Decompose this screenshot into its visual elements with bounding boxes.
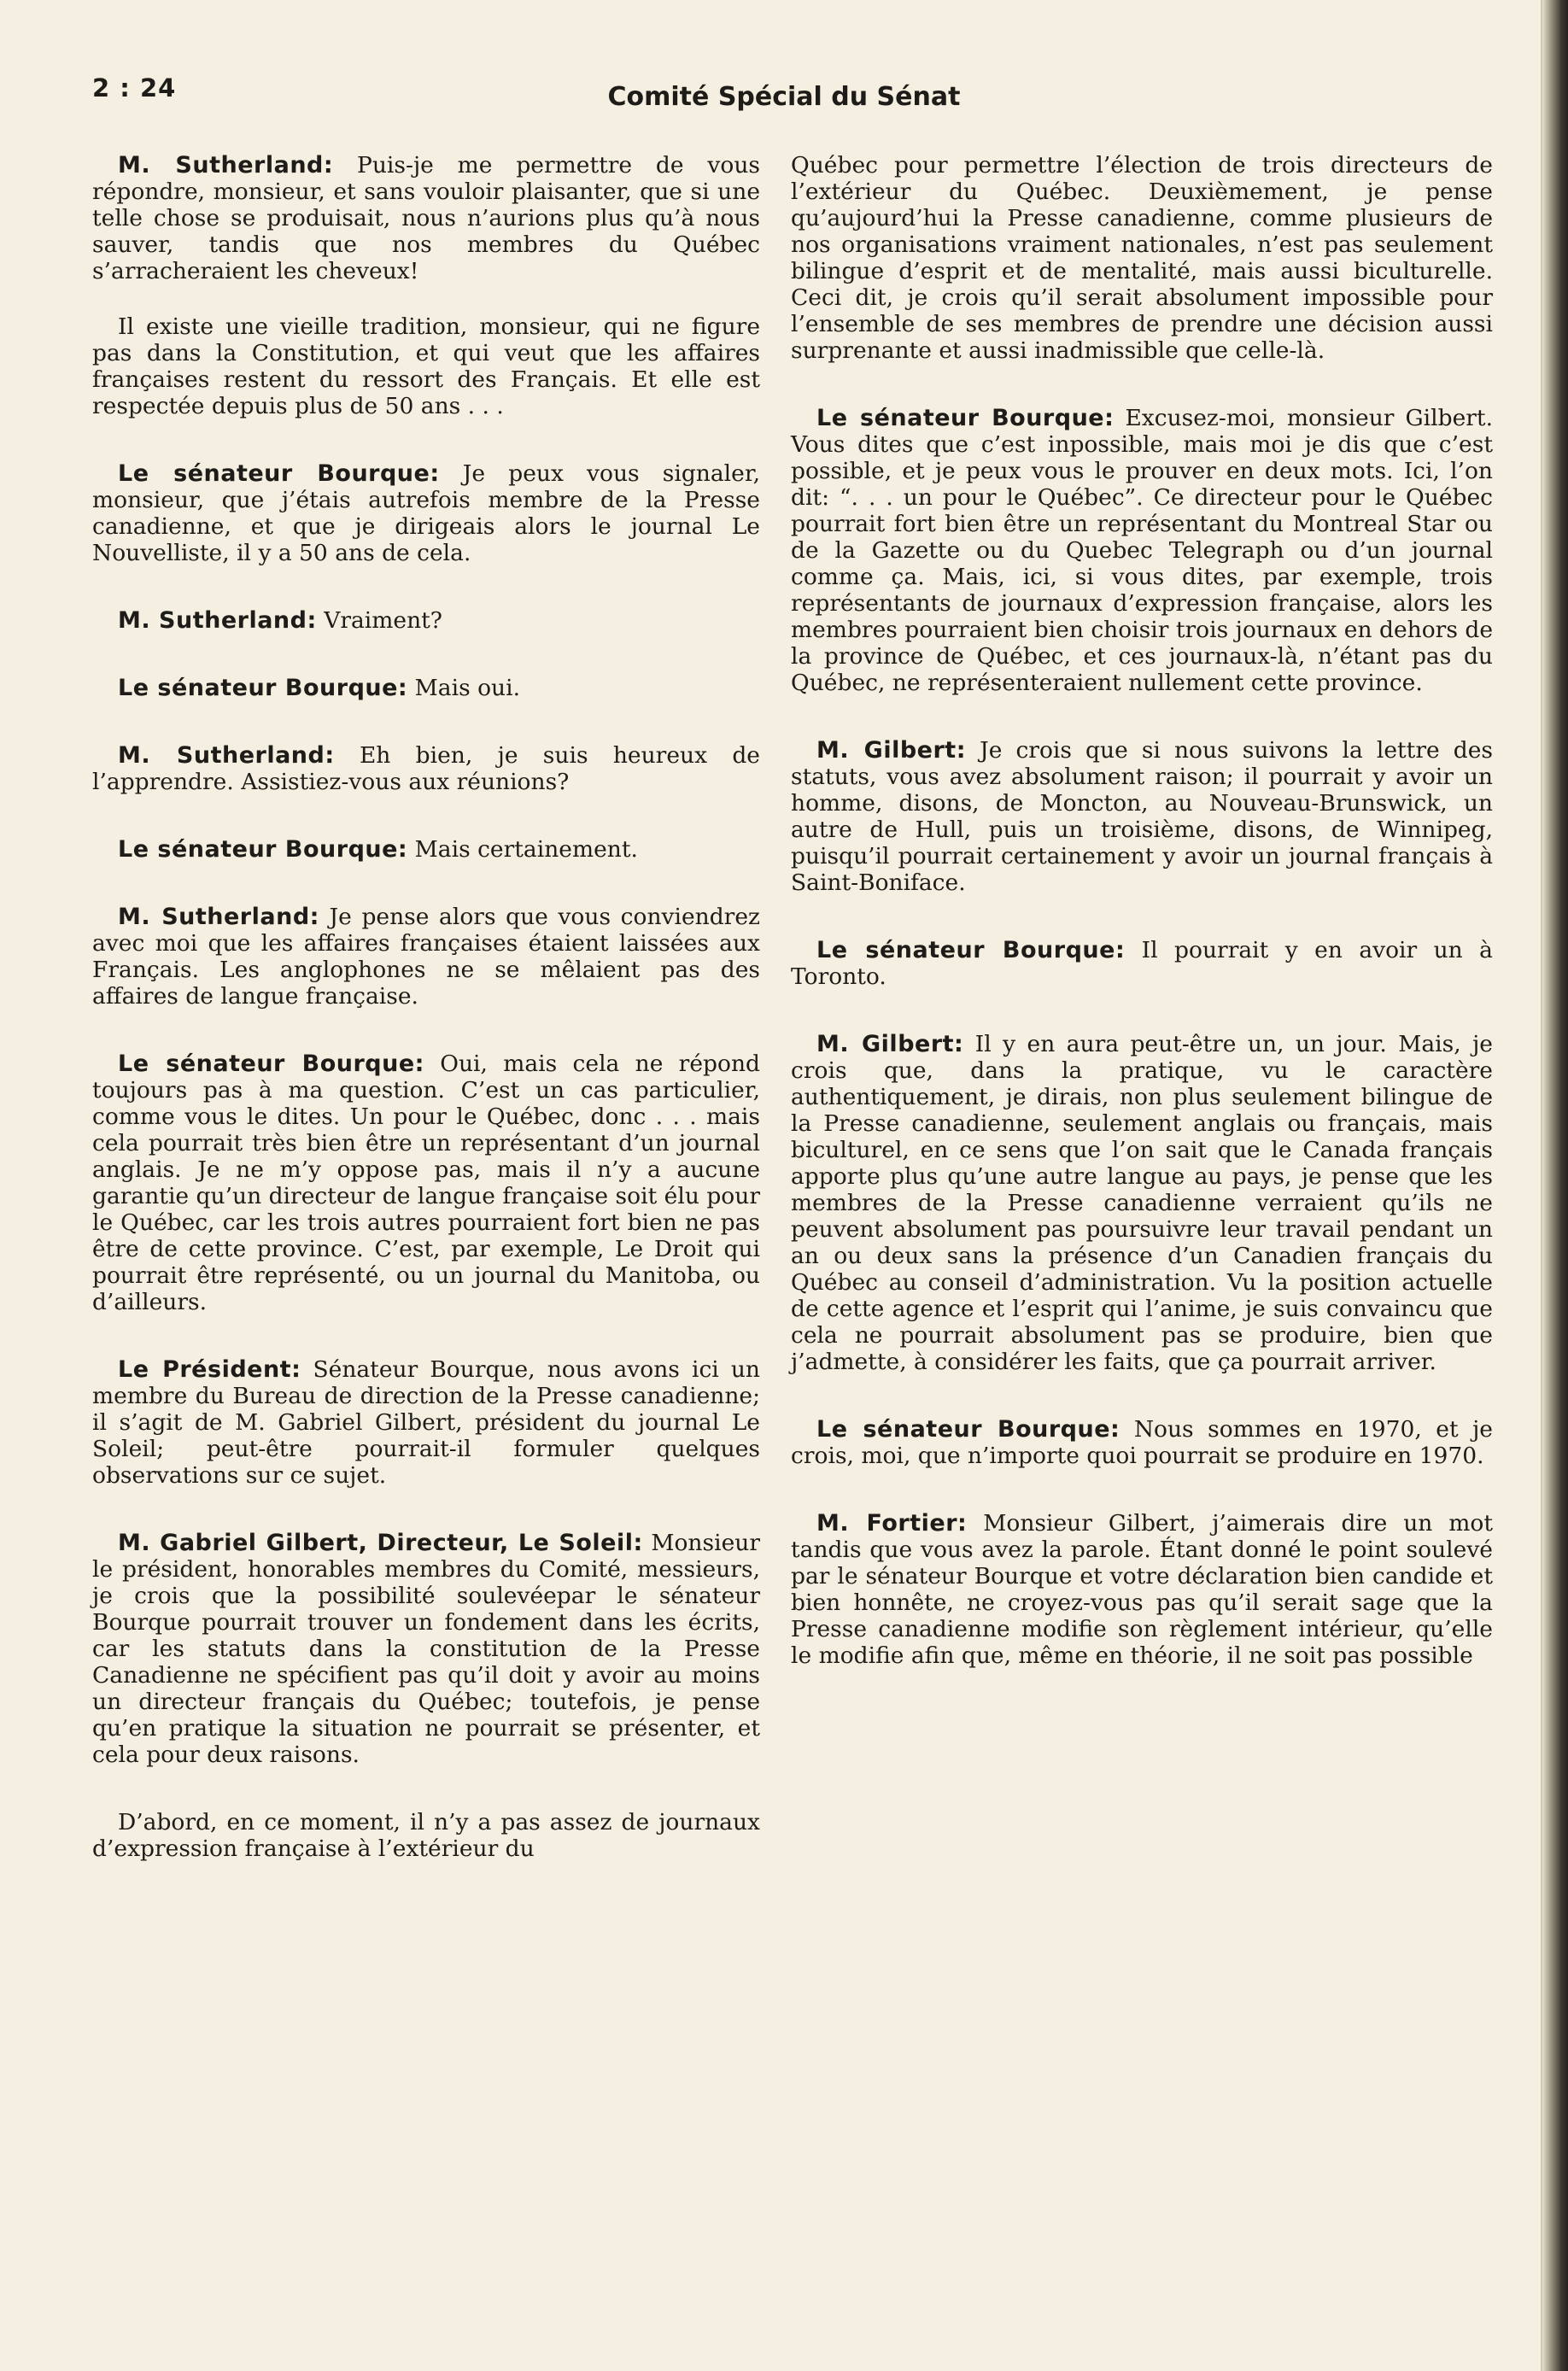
paragraph-text: D’abord, en ce moment, il n’y a pas assez de journaux d’expression française à l’extérieur du — [92, 1809, 760, 1862]
paragraph — [791, 1031, 1493, 1375]
paragraph — [791, 1510, 1493, 1669]
speaker-label: Le sénateur Bourque: — [118, 836, 408, 863]
speaker-label: M. Sutherland: — [118, 607, 317, 634]
paragraph-text: Je peux vous signaler, monsieur, que j’étais autrefois membre de la Presse canadienne, et que je dirigeais alors le journal Le Nouvelliste, il y a 50 ans de cela. — [92, 460, 760, 566]
paragraph-text: Mais oui. — [407, 675, 521, 701]
speaker-label: Le sénateur Bourque: — [118, 1051, 424, 1077]
paragraph-text: Oui, mais cela ne répond toujours pas à ma question. C’est un cas particulier, comme vous le dites. Un pour le Québec, donc . . . mais cela pourrait très bien être un représentant d’un journal anglais. Je ne m’y oppose pas, mais il n’y a aucune garantie qu’un directeur de langue française soit élu pour le Québec, car les trois autres pourraient fort bien ne pas être de cette province. C’est, par exemple, Le Droit qui pourrait être représenté, ou un journal du Manitoba, ou d’ailleurs. — [92, 1051, 760, 1315]
paragraph-text: Excusez-moi, monsieur Gilbert. Vous dites que c’est inpossible, mais moi je dis que c’est possible, et je peux vous le prouver en deux mots. Ici, l’on dit: “. . . un pour le Québec”. Ce directeur pour le Québec pourrait fort bien être un représentant du Montreal Star ou de la Gazette ou du Quebec Telegraph ou d’un journal comme ça. Mais, ici, si vous dites, par exemple, trois représentants de journaux d’expression française, alors les membres pourraient bien choisir trois journaux en dehors de la province de Québec, et ces journaux-là, n’étant pas du Québec, ne représenteraient nullement cette province. — [791, 405, 1493, 696]
speaker-label: M. Gilbert: — [816, 1031, 964, 1057]
paragraph-text: Nous sommes en 1970, et je crois, moi, que n’importe quoi pourrait se produire en 1970. — [791, 1416, 1493, 1469]
paragraph — [791, 1416, 1493, 1469]
speaker-label: Le sénateur Bourque: — [118, 460, 440, 487]
paragraph — [92, 1356, 760, 1489]
paragraph-text: Québec pour permettre l’élection de trois directeurs de l’extérieur du Québec. Deuxièmement, je pense qu’aujourd’hui la Presse canadienne, comme plusieurs de nos organisations vraiment nationales, n’est pas seulement bilingue d’esprit et de mentalité, mais aussi biculturelle. Ceci dit, je crois qu’il serait absolument impossible pour l’ensemble de ses membres de prendre une décision aussi surprenante et aussi inadmissible que celle-là. — [791, 152, 1493, 364]
paragraph — [92, 1809, 760, 1862]
paragraph — [92, 313, 760, 419]
paragraph — [791, 937, 1493, 990]
paragraph — [92, 836, 760, 863]
speaker-label: M. Sutherland: — [118, 904, 319, 930]
paragraph-text: Monsieur le président, honorables membres du Comité, messieurs, je crois que la possibilité soulevéepar le sénateur Bourque pourrait trouver un fondement dans les écrits, car les statuts dans la constitution de la Presse Canadienne ne spécifient pas qu’il doit y avoir au moins un directeur français du Québec; toutefois, je pense qu’en pratique la situation ne pourrait se présenter, et cela pour deux raisons. — [92, 1530, 760, 1768]
paragraph-text: Mais certainement. — [407, 836, 638, 863]
paragraph-text: Il y en aura peut-être un, un jour. Mais, je crois que, dans la pratique, vu le caractère authentiquement, je dirais, non plus seulement bilingue de la Presse canadienne, seulement anglais ou français, mais biculturel, en ce sens que l’on sait que le Canada français apporte plus qu’une autre langue au pays, je pense que les membres de la Presse canadienne verraient qu’ils ne peuvent absolument pas poursuivre leur travail pendant un an ou deux sans la présence d’un Canadien français du Québec au conseil d’administration. Vu la position actuelle de cette agence et l’esprit qui l’anime, je suis convaincu que cela ne pourrait absolument pas se produire, bien que j’admette, à considérer les faits, que ça pourrait arriver. — [791, 1031, 1493, 1375]
paragraph-text: Sénateur Bourque, nous avons ici un membre du Bureau de direction de la Presse canadienne; il s’agit de M. Gabriel Gilbert, président du journal Le Soleil; peut-être pourrait-il formuler quelques observations sur ce sujet. — [92, 1356, 760, 1489]
paragraph-text: Puis-je me permettre de vous répondre, monsieur, et sans vouloir plaisanter, que si une telle chose se produisait, nous n’aurions plus qu’à nous sauver, tandis que nos membres du Québec s’arracheraient les cheveux! — [92, 152, 760, 284]
running-head-title: Comité Spécial du Sénat — [607, 82, 961, 112]
paragraph — [791, 405, 1493, 696]
paragraph — [92, 460, 760, 566]
speaker-label: Le sénateur Bourque: — [816, 1416, 1120, 1443]
speaker-label: Le sénateur Bourque: — [118, 675, 408, 701]
paragraph-text: Vraiment? — [316, 607, 443, 634]
speaker-label: M. Fortier: — [816, 1510, 968, 1537]
speaker-label: Le sénateur Bourque: — [816, 937, 1126, 963]
paragraph-text: Il pourrait y en avoir un à Toronto. — [791, 937, 1493, 990]
paragraph-text: Je crois que si nous suivons la lettre des statuts, vous avez absolument raison; il pourrait y avoir un homme, disons, de Moncton, au Nouveau-Brunswick, un autre de Hull, puis un troisième, disons, de Winnipeg, puisqu’il pourrait certainement y avoir un journal français à Saint-Boniface. — [791, 737, 1493, 896]
page-binding-edge — [1542, 0, 1568, 2371]
paragraph-text: Monsieur Gilbert, j’aimerais dire un mot tandis que vous avez la parole. Étant donné le point soulevé par le sénateur Bourque et votre déclaration bien candide et bien honnête, ne croyez-vous pas qu’il serait sage que la Presse canadienne modifie son règlement intérieur, qu’elle le modifie afin que, même en théorie, il ne soit pas possible — [791, 1510, 1494, 1669]
speaker-label: Le Président: — [118, 1356, 301, 1383]
paragraph-text: Je pense alors que vous conviendrez avec moi que les affaires françaises étaient laissées aux Français. Les anglophones ne se mêlaient pas des affaires de langue française. — [92, 904, 760, 1010]
paragraph — [92, 742, 760, 795]
paragraph — [791, 737, 1493, 896]
speaker-label: Le sénateur Bourque: — [816, 405, 1115, 431]
paragraph — [92, 904, 760, 1010]
right-column — [791, 152, 1493, 1698]
speaker-label: M. Gabriel Gilbert, Directeur, Le Soleil: — [118, 1530, 643, 1556]
left-column — [92, 152, 760, 1891]
paragraph — [791, 152, 1493, 364]
paragraph-text: Il existe une vieille tradition, monsieur, qui ne figure pas dans la Constitution, et qui veut que les affaires françaises restent du ressort des Français. Et elle est respectée depuis plus de 50 ans . . . — [92, 313, 760, 419]
paragraph — [92, 1530, 760, 1768]
paragraph — [92, 1051, 760, 1315]
paragraph — [92, 675, 760, 701]
paragraph-text: Eh bien, je suis heureux de l’apprendre. Assistiez-vous aux réunions? — [92, 742, 760, 795]
speaker-label: M. Sutherland: — [118, 742, 335, 769]
speaker-label: M. Sutherland: — [118, 152, 334, 179]
paragraph — [92, 152, 760, 284]
speaker-label: M. Gilbert: — [816, 737, 966, 764]
page-number: 2 : 24 — [92, 73, 177, 102]
paragraph — [92, 607, 760, 634]
